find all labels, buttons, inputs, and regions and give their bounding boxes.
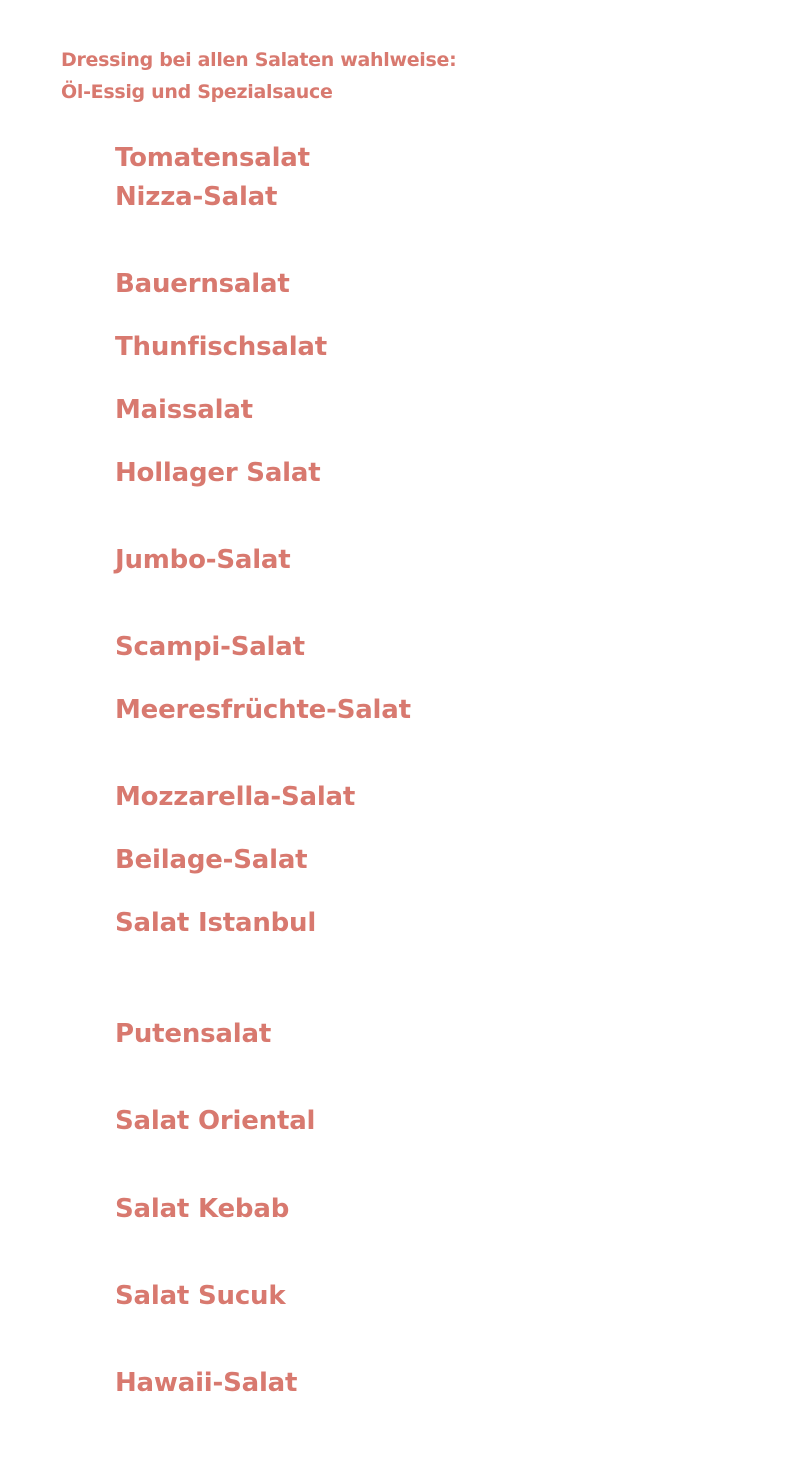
salad-item-salat-oriental: Salat Oriental [115, 1106, 316, 1136]
salad-item-thunfischsalat: Thunfischsalat [115, 332, 327, 362]
salad-item-nizza-salat: Nizza-Salat [115, 182, 278, 212]
salad-item-hollager-salat: Hollager Salat [115, 458, 321, 488]
salad-item-salat-kebab: Salat Kebab [115, 1194, 290, 1224]
salad-item-maissalat: Maissalat [115, 395, 253, 425]
salad-item-meeresfruechte-salat: Meeresfrüchte-Salat [115, 695, 411, 725]
dressing-note-line-1: Dressing bei allen Salaten wahlweise: [61, 49, 457, 71]
salad-item-salat-sucuk: Salat Sucuk [115, 1281, 286, 1311]
salad-item-salat-istanbul: Salat Istanbul [115, 908, 317, 938]
salad-item-bauernsalat: Bauernsalat [115, 269, 290, 299]
salad-item-hawaii-salat: Hawaii-Salat [115, 1368, 298, 1398]
dressing-note [61, 44, 456, 108]
salad-item-scampi-salat: Scampi-Salat [115, 632, 305, 662]
salad-item-putensalat: Putensalat [115, 1019, 272, 1049]
salad-item-jumbo-salat: Jumbo-Salat [115, 545, 291, 575]
salad-item-beilage-salat: Beilage-Salat [115, 845, 308, 875]
salad-item-tomatensalat: Tomatensalat [115, 143, 310, 173]
salad-item-mozzarella-salat: Mozzarella-Salat [115, 782, 356, 812]
dressing-note-line-2: Öl-Essig und Spezialsauce [61, 81, 333, 103]
